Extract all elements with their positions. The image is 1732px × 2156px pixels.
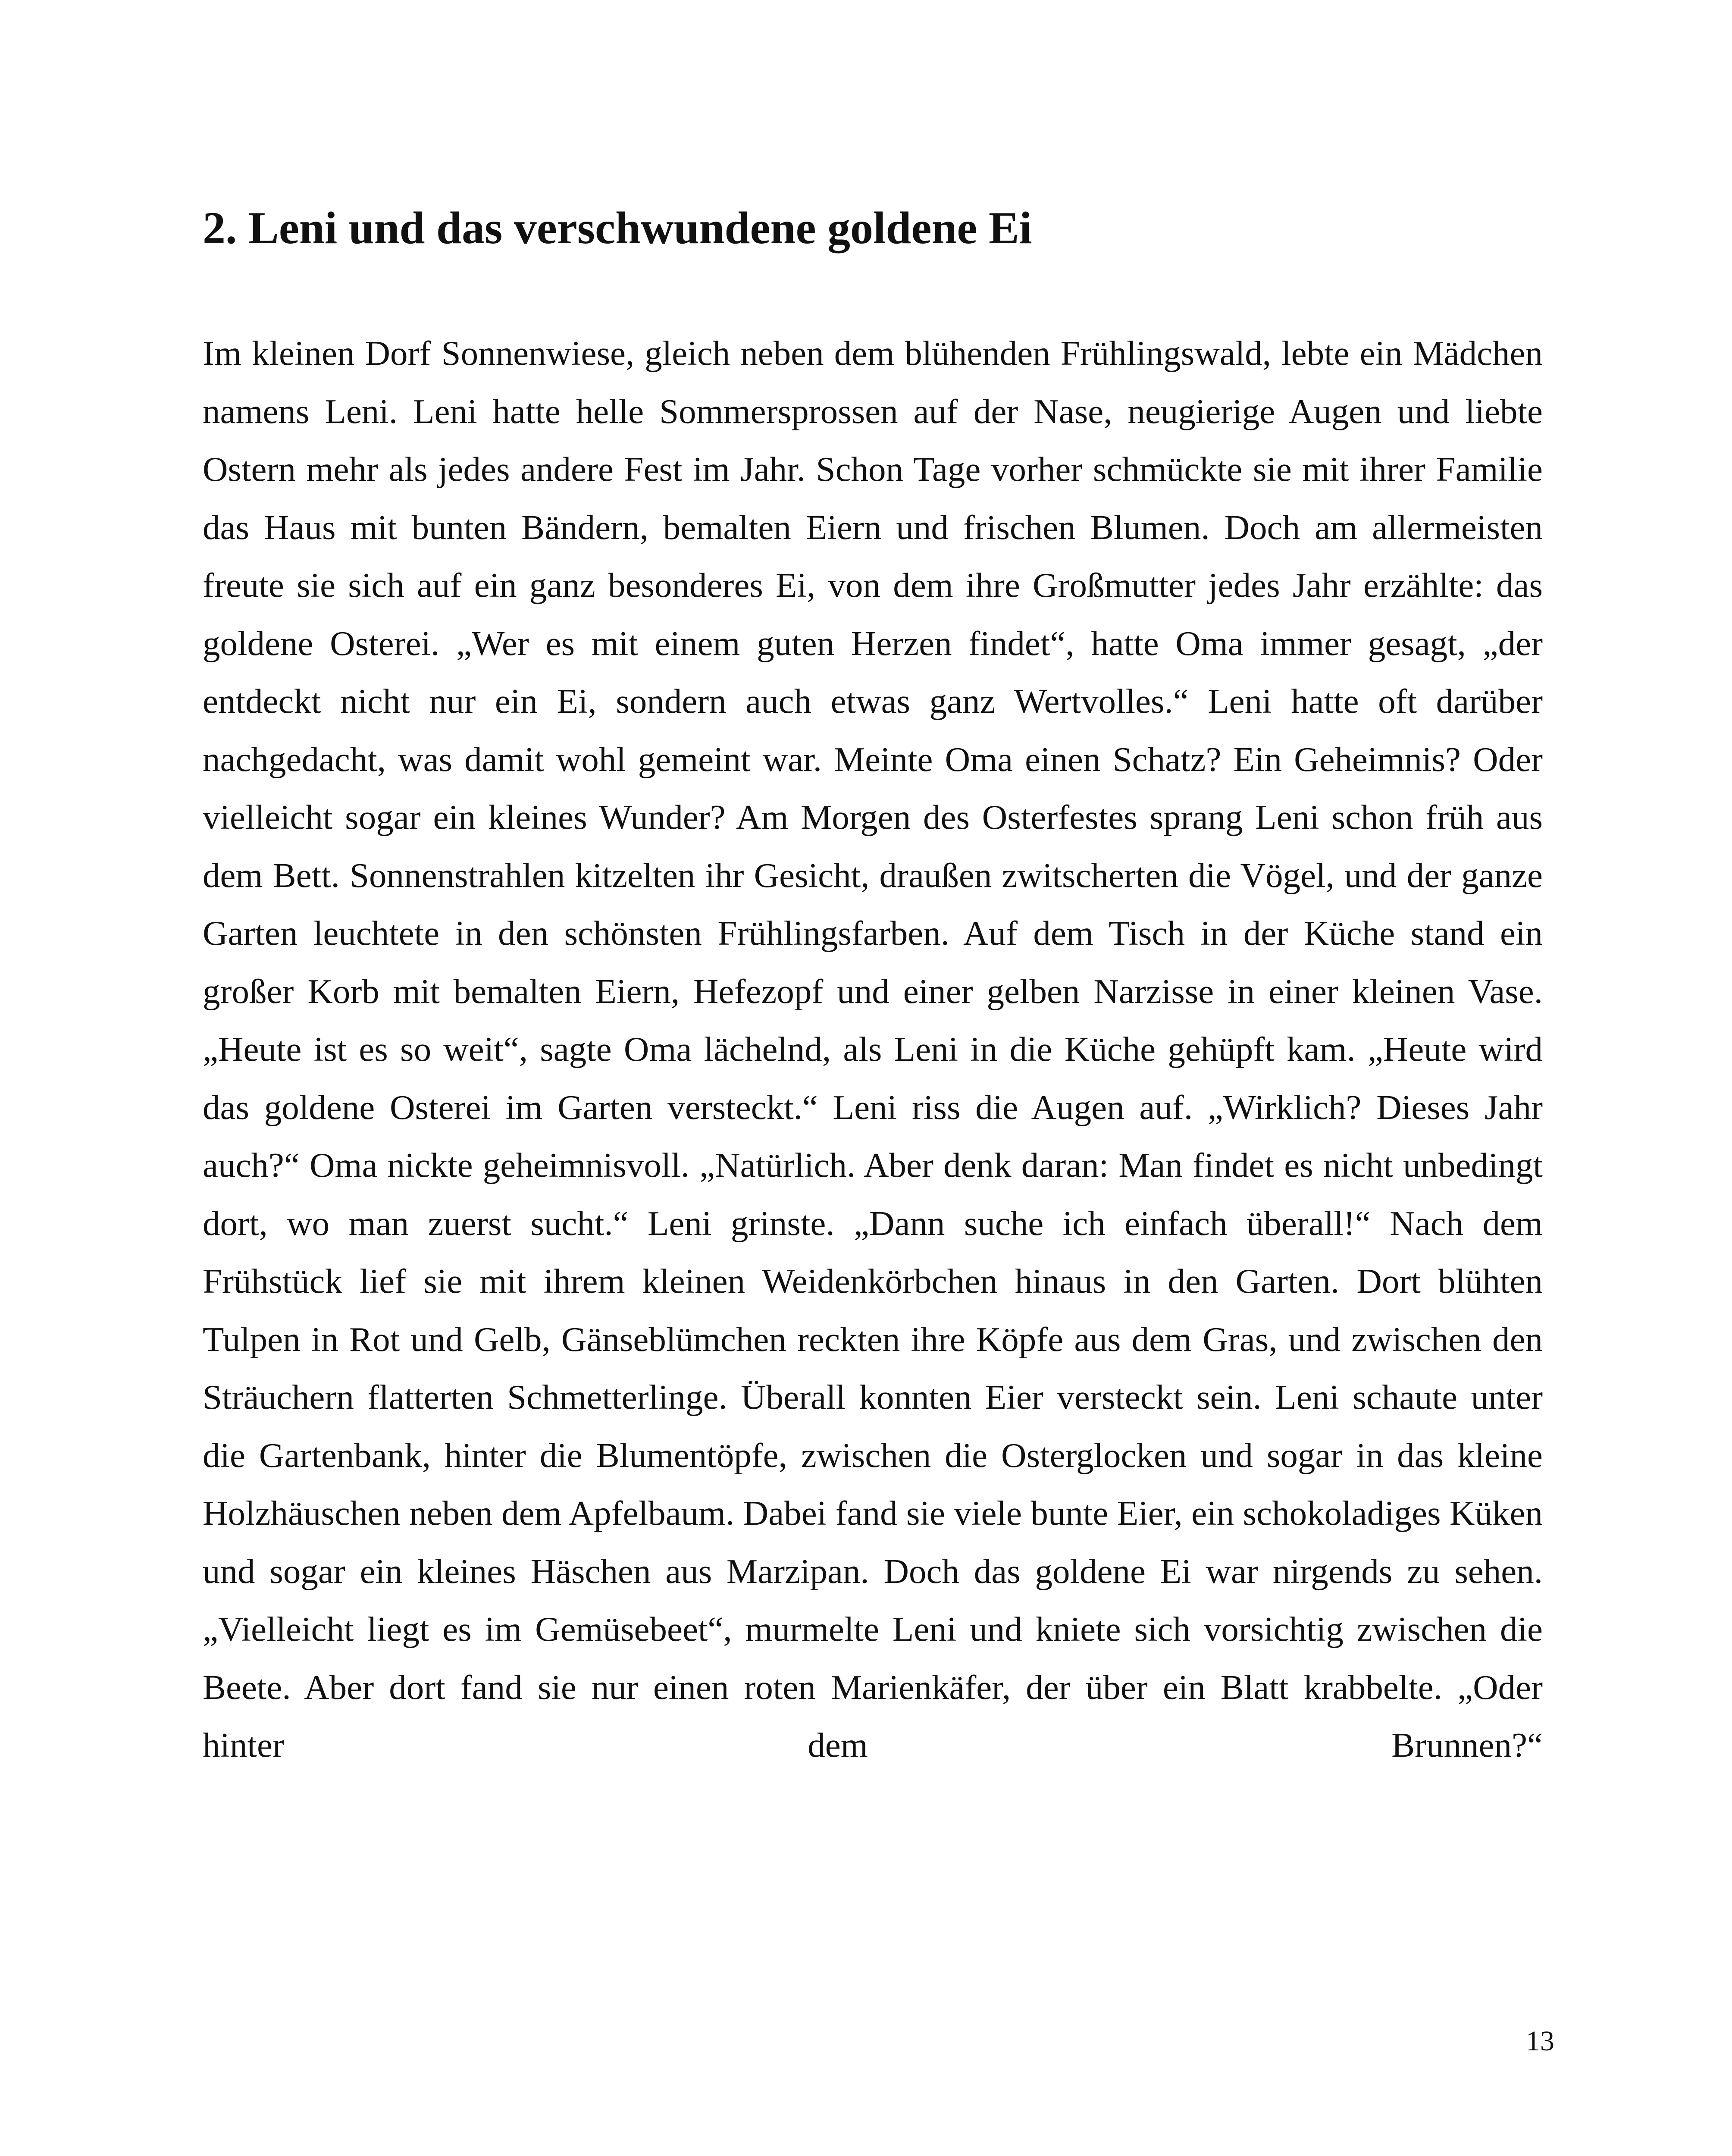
body-paragraph: Im kleinen Dorf Sonnenwiese, gleich neben dem blühenden Frühlingswald, lebte ein Mädchen namens Leni. Leni hatte helle Sommersprossen auf der Nase, neugierige Augen und liebte Ostern mehr als jedes andere Fest im Jahr. Schon Tage vorher schmückte sie mit ihrer Familie das Haus mit bunten Bändern, bemalten Eiern und frischen Blumen. Doch am allermeisten freute sie sich auf ein ganz besonderes Ei, von dem ihre Großmutter jedes Jahr erzählte: das goldene Osterei. „Wer es mit einem guten Herzen findet“, hatte Oma immer gesagt, „der entdeckt nicht nur ein Ei, sondern auch etwas ganz Wertvolles.“ Leni hatte oft darüber nachgedacht, was damit wohl gemeint war. Meinte Oma einen Schatz? Ein Geheimnis? Oder vielleicht sogar ein kleines Wunder? Am Morgen des Osterfestes sprang Leni schon früh aus dem Bett. Sonnenstrahlen kitzelten ihr Gesicht, draußen zwitscherten die Vögel, und der ganze Garten leuchtete in den schönsten Frühlingsfarben. Auf dem Tisch in der Küche stand ein großer Korb mit bemalten Eiern, Hefezopf und einer gelben Narzisse in einer kleinen Vase. „Heute ist es so weit“, sagte Oma lächelnd, als Leni in die Küche gehüpft kam. „Heute wird das goldene Osterei im Garten versteckt.“ Leni riss die Augen auf. „Wirklich? Dieses Jahr auch?“ Oma nickte geheimnisvoll. „Natürlich. Aber denk daran: Man findet es nicht unbedingt dort, wo man zuerst sucht.“ Leni grinste. „Dann suche ich einfach überall!“ Nach dem Frühstück lief sie mit ihrem kleinen Weidenkörbchen hinaus in den Garten. Dort blühten Tulpen in Rot und Gelb, Gänseblümchen reckten ihre Köpfe aus dem Gras, und zwischen den Sträuchern flatterten Schmetterlinge. Überall konnten Eier versteckt sein. Leni schaute unter die Gartenbank, hinter die Blumentöpfe, zwischen die Osterglocken und sogar in das kleine Holzhäuschen neben dem Apfelbaum. Dabei fand sie viele bunte Eier, ein schokoladiges Küken und sogar ein kleines Häschen aus Marzipan. Doch das goldene Ei war nirgends zu sehen. „Vielleicht liegt es im Gemüsebeet“, murmelte Leni und kniete sich vorsichtig zwischen die Beete. Aber dort fand sie nur einen roten Marienkäfer, der über ein Blatt krabbelte. „Oder hinter dem Brunnen?“ bbox=[203, 334, 1543, 1764]
chapter-title: 2. Leni und das verschwundene goldene Ei bbox=[203, 203, 1032, 253]
page-number: 13 bbox=[1526, 2025, 1554, 2057]
